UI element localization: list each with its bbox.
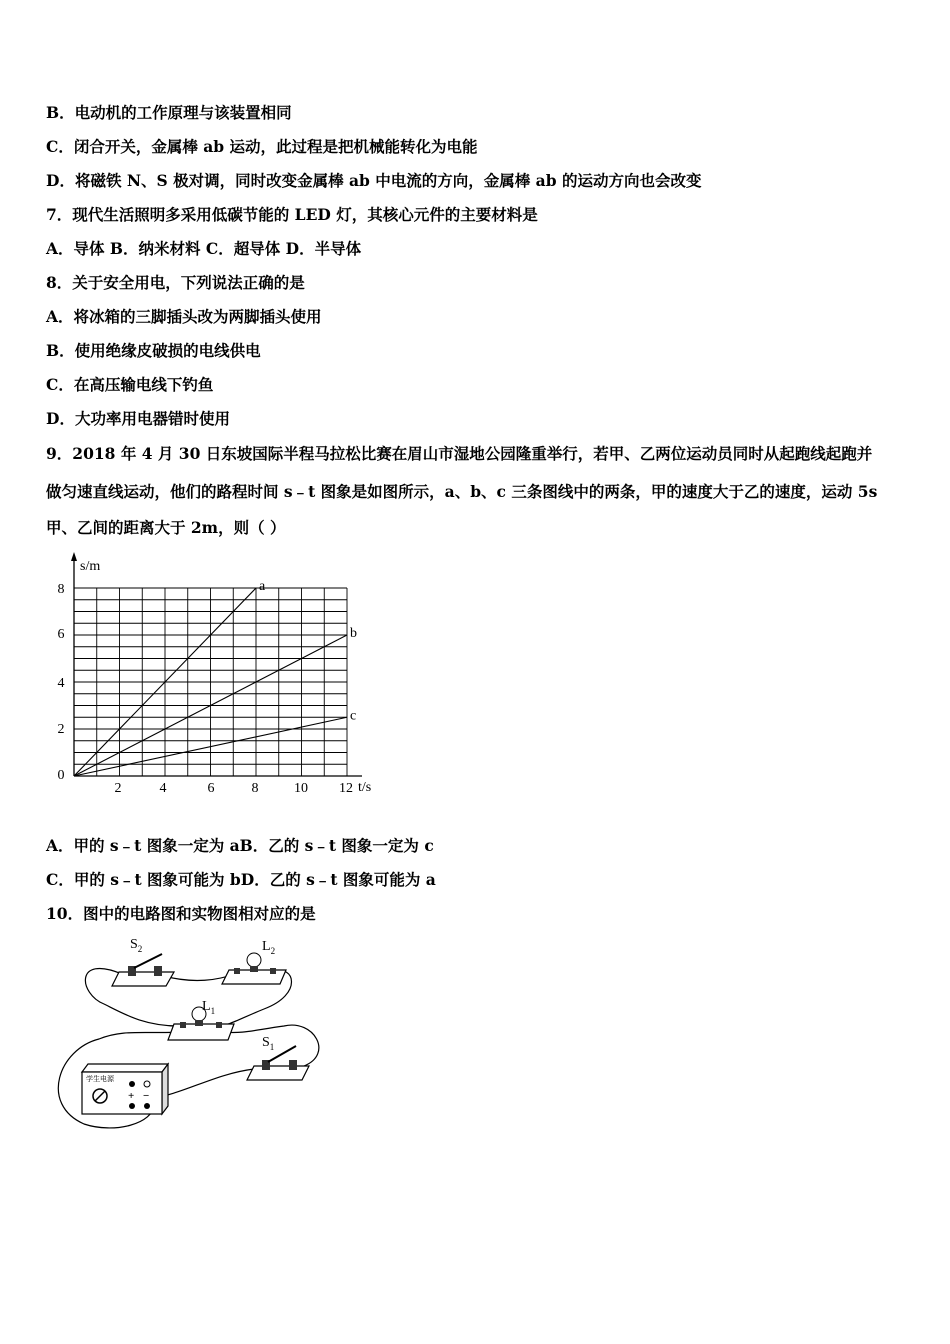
x-axis-label: t/s [358,780,372,795]
series-label-c: c [350,708,357,724]
power-supply [82,1064,168,1114]
series-label-b: b [350,626,357,641]
circuit-diagram [44,934,329,1134]
question-7: 7．现代生活照明多采用低碳节能的 LED 灯，其核心元件的主要材料是 [46,205,538,224]
label-l1: $L_1$ [202,999,216,1016]
x-tick-label: 2 [114,781,122,796]
power-label: 学生电源 [86,1075,114,1083]
bulb-l1 [168,1007,234,1040]
bulb-l2 [222,953,286,984]
label-l2: $L_2$ [262,939,276,956]
q7-options: A．导体 B．纳米材料 C．超导体 D．半导体 [46,239,362,258]
q8-option-b: B．使用绝缘皮破损的电线供电 [46,341,261,360]
q8-option-d: D．大功率用电器错时使用 [46,409,230,428]
plus-sign: + [128,1090,135,1102]
y-axis-arrow [71,552,77,561]
question-10: 10．图中的电路图和实物图相对应的是 [46,904,316,923]
question-9-line2: 做匀速直线运动，他们的路程时间 s﹣t 图象是如图所示，a、b、c 三条图线中的两条，甲的速度大于乙的速度，运动 5s [46,482,878,501]
y-tick-label: 4 [57,676,65,691]
switch-s1 [247,1046,309,1080]
y-axis-label: s/m [80,559,101,574]
line-q6-d: D．将磁铁 N、S 极对调，同时改变金属棒 ab 中电流的方向，金属棒 ab 的运动方向也会改变 [46,171,702,190]
line-q6-c: C．闭合开关，金属棒 ab 运动，此过程是把机械能转化为电能 [46,137,478,156]
label-s1: $S_1$ [262,1035,275,1052]
chart-grid [74,588,347,776]
q8-option-a: A．将冰箱的三脚插头改为两脚插头使用 [46,307,322,326]
question-8: 8．关于安全用电，下列说法正确的是 [46,273,305,292]
series-label-a: a [259,579,266,594]
x-tick-label: 12 [339,781,353,796]
switch-s2 [112,954,174,986]
q8-option-c: C．在高压输电线下钓鱼 [46,375,214,394]
label-s2: $S_2$ [130,937,143,954]
line-q6-b: B．电动机的工作原理与该装置相同 [46,103,292,122]
x-tick-label: 4 [159,781,167,796]
q9-options-cd: C．甲的 s﹣t 图象可能为 bD．乙的 s﹣t 图象可能为 a [46,870,436,889]
y-tick-label: 2 [57,722,65,737]
x-tick-label: 10 [294,781,308,796]
wire [164,974,234,980]
question-9-line3: 甲、乙间的距离大于 2m，则（ ） [46,518,286,537]
y-tick-label: 0 [57,768,65,783]
y-tick-label: 8 [57,582,65,597]
q9-options-ab: A．甲的 s﹣t 图象一定为 aB．乙的 s﹣t 图象一定为 c [46,836,434,855]
x-tick-label: 8 [251,781,259,796]
minus-sign: − [143,1090,150,1102]
question-9-line1: 9．2018 年 4 月 30 日东坡国际半程马拉松比赛在眉山市湿地公园隆重举行，若甲、乙两位运动员同时从起跑线起跑并 [46,444,873,463]
y-tick-label: 6 [57,627,65,642]
x-tick-label: 6 [207,781,215,796]
st-chart [40,548,385,804]
